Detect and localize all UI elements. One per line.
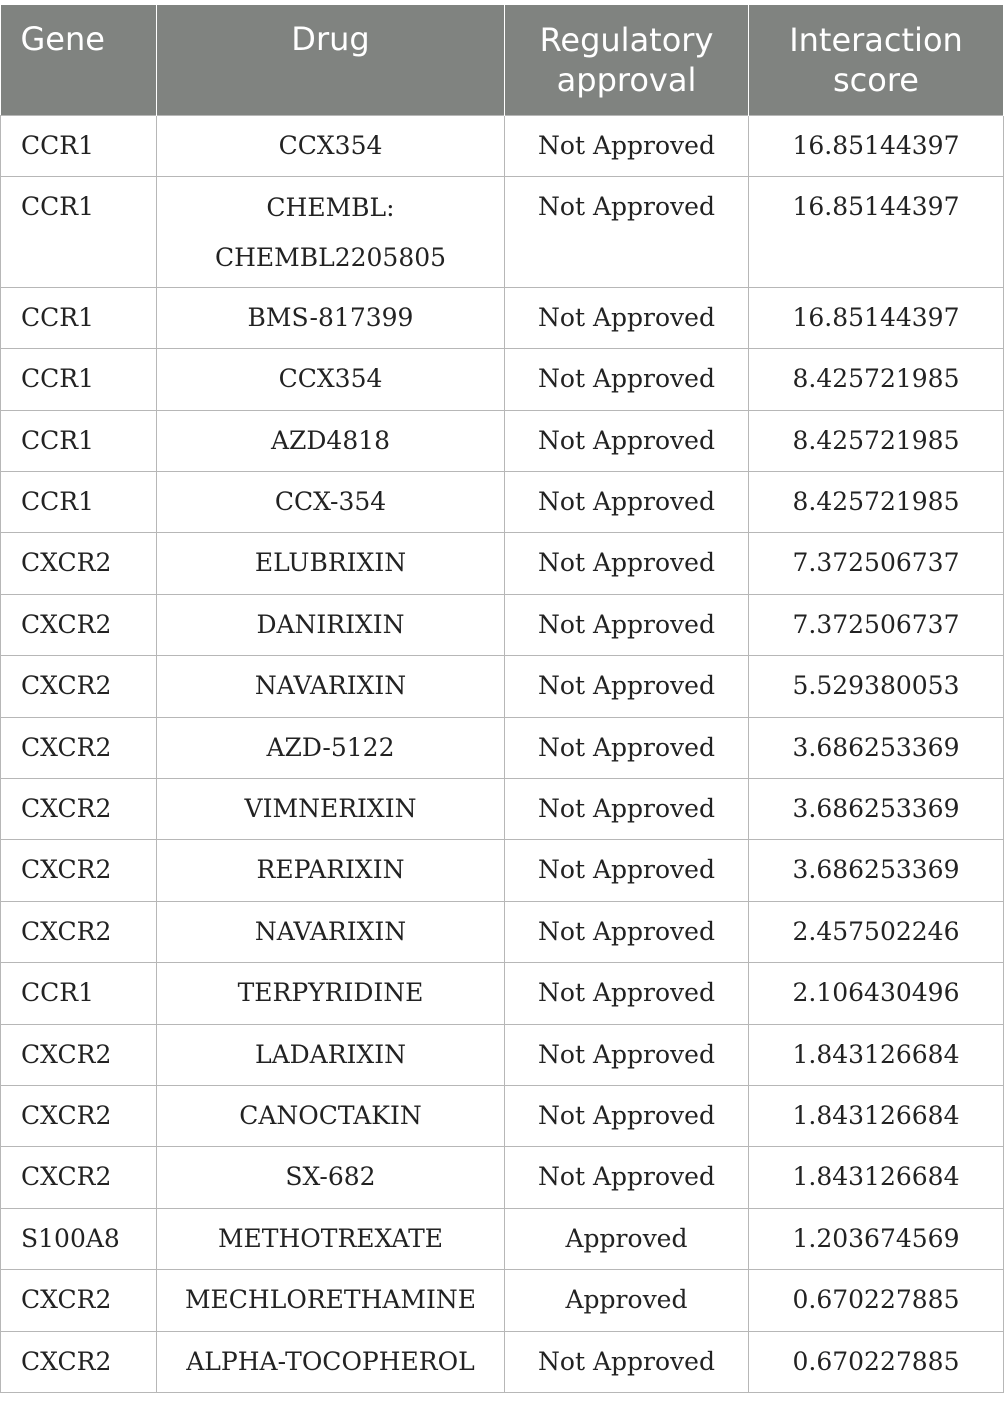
table-row <box>1 1147 1004 1208</box>
score-cell: 8.425721985 <box>749 349 1004 410</box>
table-row <box>1 533 1004 594</box>
drug-cell: CANOCTAKIN <box>157 1085 505 1146</box>
gene-cell: S100A8 <box>1 1208 157 1269</box>
approval-cell: Not Approved <box>505 594 749 655</box>
score-cell: 5.529380053 <box>749 656 1004 717</box>
gene-cell: CCR1 <box>1 349 157 410</box>
header-drug: Drug <box>157 5 505 115</box>
approval-cell: Not Approved <box>505 176 749 287</box>
header-regulatory-approval: Regulatory approval <box>505 5 749 115</box>
gene-cell: CXCR2 <box>1 594 157 655</box>
header-interaction-score: Interaction score <box>749 5 1004 115</box>
score-cell: 1.843126684 <box>749 1147 1004 1208</box>
score-cell: 16.85144397 <box>749 115 1004 176</box>
table-row <box>1 901 1004 962</box>
gene-cell: CCR1 <box>1 115 157 176</box>
approval-cell: Not Approved <box>505 115 749 176</box>
table-row <box>1 656 1004 717</box>
gene-cell: CXCR2 <box>1 840 157 901</box>
drug-cell: METHOTREXATE <box>157 1208 505 1269</box>
table-row <box>1 1270 1004 1331</box>
gene-cell: CXCR2 <box>1 901 157 962</box>
approval-cell: Not Approved <box>505 410 749 471</box>
drug-cell: AZD4818 <box>157 410 505 471</box>
approval-cell: Not Approved <box>505 1085 749 1146</box>
gene-cell: CCR1 <box>1 472 157 533</box>
approval-cell: Not Approved <box>505 840 749 901</box>
drug-cell: LADARIXIN <box>157 1024 505 1085</box>
score-cell: 8.425721985 <box>749 410 1004 471</box>
drug-cell: ELUBRIXIN <box>157 533 505 594</box>
drug-cell: DANIRIXIN <box>157 594 505 655</box>
table-row <box>1 1208 1004 1269</box>
approval-cell: Not Approved <box>505 1331 749 1392</box>
drug-cell: AZD-5122 <box>157 717 505 778</box>
approval-cell: Not Approved <box>505 349 749 410</box>
score-cell: 2.457502246 <box>749 901 1004 962</box>
approval-cell: Not Approved <box>505 1024 749 1085</box>
table-header <box>1 5 1004 115</box>
approval-cell: Approved <box>505 1270 749 1331</box>
table-row <box>1 115 1004 176</box>
approval-cell: Not Approved <box>505 472 749 533</box>
gene-cell: CXCR2 <box>1 1147 157 1208</box>
drug-cell: NAVARIXIN <box>157 656 505 717</box>
drug-cell: CCX354 <box>157 115 505 176</box>
approval-cell: Approved <box>505 1208 749 1269</box>
approval-cell: Not Approved <box>505 1147 749 1208</box>
gene-cell: CXCR2 <box>1 656 157 717</box>
gene-cell: CXCR2 <box>1 717 157 778</box>
table-row <box>1 287 1004 348</box>
score-cell: 0.670227885 <box>749 1331 1004 1392</box>
gene-cell: CXCR2 <box>1 1331 157 1392</box>
score-cell: 1.203674569 <box>749 1208 1004 1269</box>
score-cell: 16.85144397 <box>749 287 1004 348</box>
table-row <box>1 779 1004 840</box>
approval-cell: Not Approved <box>505 963 749 1024</box>
approval-cell: Not Approved <box>505 533 749 594</box>
drug-cell: CCX-354 <box>157 472 505 533</box>
header-gene: Gene <box>1 5 157 115</box>
gene-cell: CXCR2 <box>1 1024 157 1085</box>
drug-cell: MECHLORETHAMINE <box>157 1270 505 1331</box>
score-cell: 0.670227885 <box>749 1270 1004 1331</box>
score-cell: 7.372506737 <box>749 533 1004 594</box>
drug-cell: VIMNERIXIN <box>157 779 505 840</box>
drug-cell: TERPYRIDINE <box>157 963 505 1024</box>
drug-cell: SX-682 <box>157 1147 505 1208</box>
table-row <box>1 717 1004 778</box>
table-row <box>1 1024 1004 1085</box>
approval-cell: Not Approved <box>505 656 749 717</box>
gene-cell: CXCR2 <box>1 1085 157 1146</box>
score-cell: 3.686253369 <box>749 717 1004 778</box>
gene-cell: CCR1 <box>1 963 157 1024</box>
drug-cell: ALPHA-TOCOPHEROL <box>157 1331 505 1392</box>
header-row <box>1 5 1004 115</box>
drug-cell: CCX354 <box>157 349 505 410</box>
score-cell: 16.85144397 <box>749 176 1004 287</box>
table-row <box>1 410 1004 471</box>
table-row <box>1 1331 1004 1392</box>
table-row <box>1 1085 1004 1146</box>
table-row <box>1 176 1004 287</box>
gene-cell: CXCR2 <box>1 779 157 840</box>
approval-cell: Not Approved <box>505 901 749 962</box>
approval-cell: Not Approved <box>505 717 749 778</box>
table-row <box>1 594 1004 655</box>
score-cell: 1.843126684 <box>749 1024 1004 1085</box>
score-cell: 7.372506737 <box>749 594 1004 655</box>
gene-drug-interaction-table <box>0 5 1004 1393</box>
drug-cell: NAVARIXIN <box>157 901 505 962</box>
drug-cell: BMS-817399 <box>157 287 505 348</box>
score-cell: 3.686253369 <box>749 779 1004 840</box>
gene-cell: CXCR2 <box>1 533 157 594</box>
gene-cell: CCR1 <box>1 410 157 471</box>
table-row <box>1 472 1004 533</box>
approval-cell: Not Approved <box>505 779 749 840</box>
table-row <box>1 840 1004 901</box>
approval-cell: Not Approved <box>505 287 749 348</box>
score-cell: 8.425721985 <box>749 472 1004 533</box>
drug-cell: CHEMBL: CHEMBL2205805 <box>157 176 505 287</box>
table-body <box>1 115 1004 1392</box>
score-cell: 1.843126684 <box>749 1085 1004 1146</box>
drug-cell: REPARIXIN <box>157 840 505 901</box>
score-cell: 2.106430496 <box>749 963 1004 1024</box>
gene-cell: CCR1 <box>1 287 157 348</box>
gene-cell: CCR1 <box>1 176 157 287</box>
table-row <box>1 963 1004 1024</box>
gene-cell: CXCR2 <box>1 1270 157 1331</box>
table-row <box>1 349 1004 410</box>
score-cell: 3.686253369 <box>749 840 1004 901</box>
